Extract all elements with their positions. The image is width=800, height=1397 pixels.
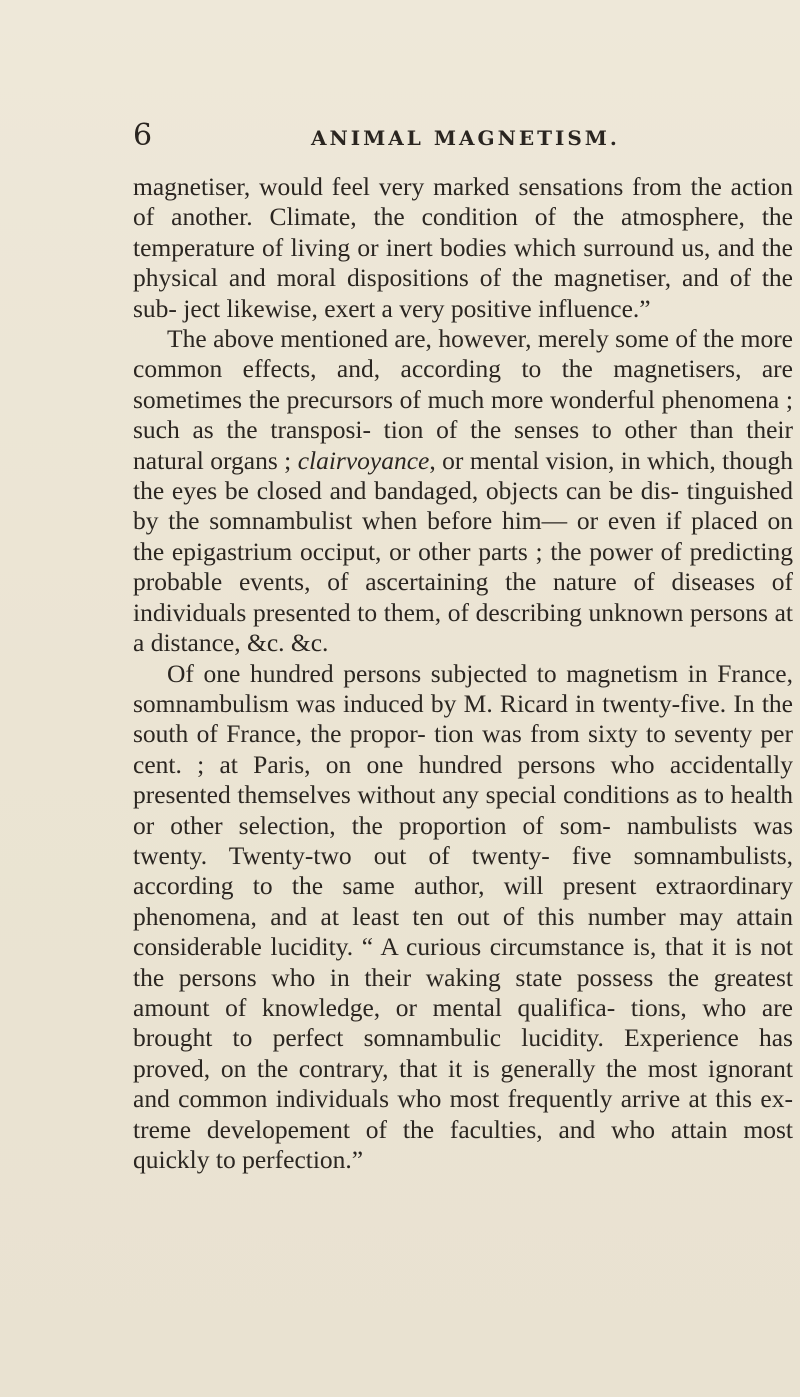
page-number: 6 bbox=[133, 118, 153, 153]
paragraph-3-text: Of one hundred persons subjected to magnetism in France, somnambulism was induced by M. Ricard in twenty-five. In the south of France, the propor- tion was from sixty to seventy per cent. ; at Paris, on one hundred persons who accidentally presented themselves without any special conditions as to health or other selection, the proportion of som- nambulists was twenty. Twenty-two out of twenty- five somnambulists, according to the same author, will present extraordinary phenomena, and at least ten out of this number may attain considerable lucidity. “ A curious circumstance is, that it is not the persons who in their waking state possess the greatest amount of knowledge, or mental qualifica- tions, who are brought to perfect somnambulic lucidity. Experience has proved, on the contrary, that it is generally the most ignorant and common individuals who most frequently arrive at this ex- treme developement of the faculties, and who attain most quickly to perfection.” bbox=[133, 658, 793, 1174]
paragraph-1-text: magnetiser, would feel very marked sensations from the action of another. Climate, the condition of the atmosphere, the temperature of living or inert bodies which surround us, and the physical and moral dispositions of the magnetiser, and of the sub- ject likewise, exert a very positive influence.” bbox=[133, 172, 793, 323]
body-text bbox=[133, 172, 793, 1175]
italic-term: clairvoyance bbox=[297, 445, 430, 475]
paragraph-1 bbox=[133, 172, 793, 324]
paragraph-2-text-a: The above mentioned are, however, merely some of the more common effects, and, according to the magnetisers, are sometimes the precursors of much more wonderful phenomena ; such as the transposi- tion of the senses to other than their natural organs ; bbox=[133, 324, 793, 475]
paragraph-3 bbox=[133, 659, 793, 1176]
page-header bbox=[133, 118, 793, 158]
paragraph-2-text-b: , or mental vision, in which, though the eyes be closed and bandaged, objects can be dis- tinguished by the somnambulist when before him— or even if placed on the epigastrium occiput, or other parts ; the power of predicting probable events, of ascertaining the nature of diseases of individuals presented to them, of describing unknown persons at a distance, &c. &c. bbox=[133, 445, 794, 658]
paragraph-2 bbox=[133, 324, 793, 658]
running-title: ANIMAL MAGNETISM. bbox=[311, 126, 620, 150]
